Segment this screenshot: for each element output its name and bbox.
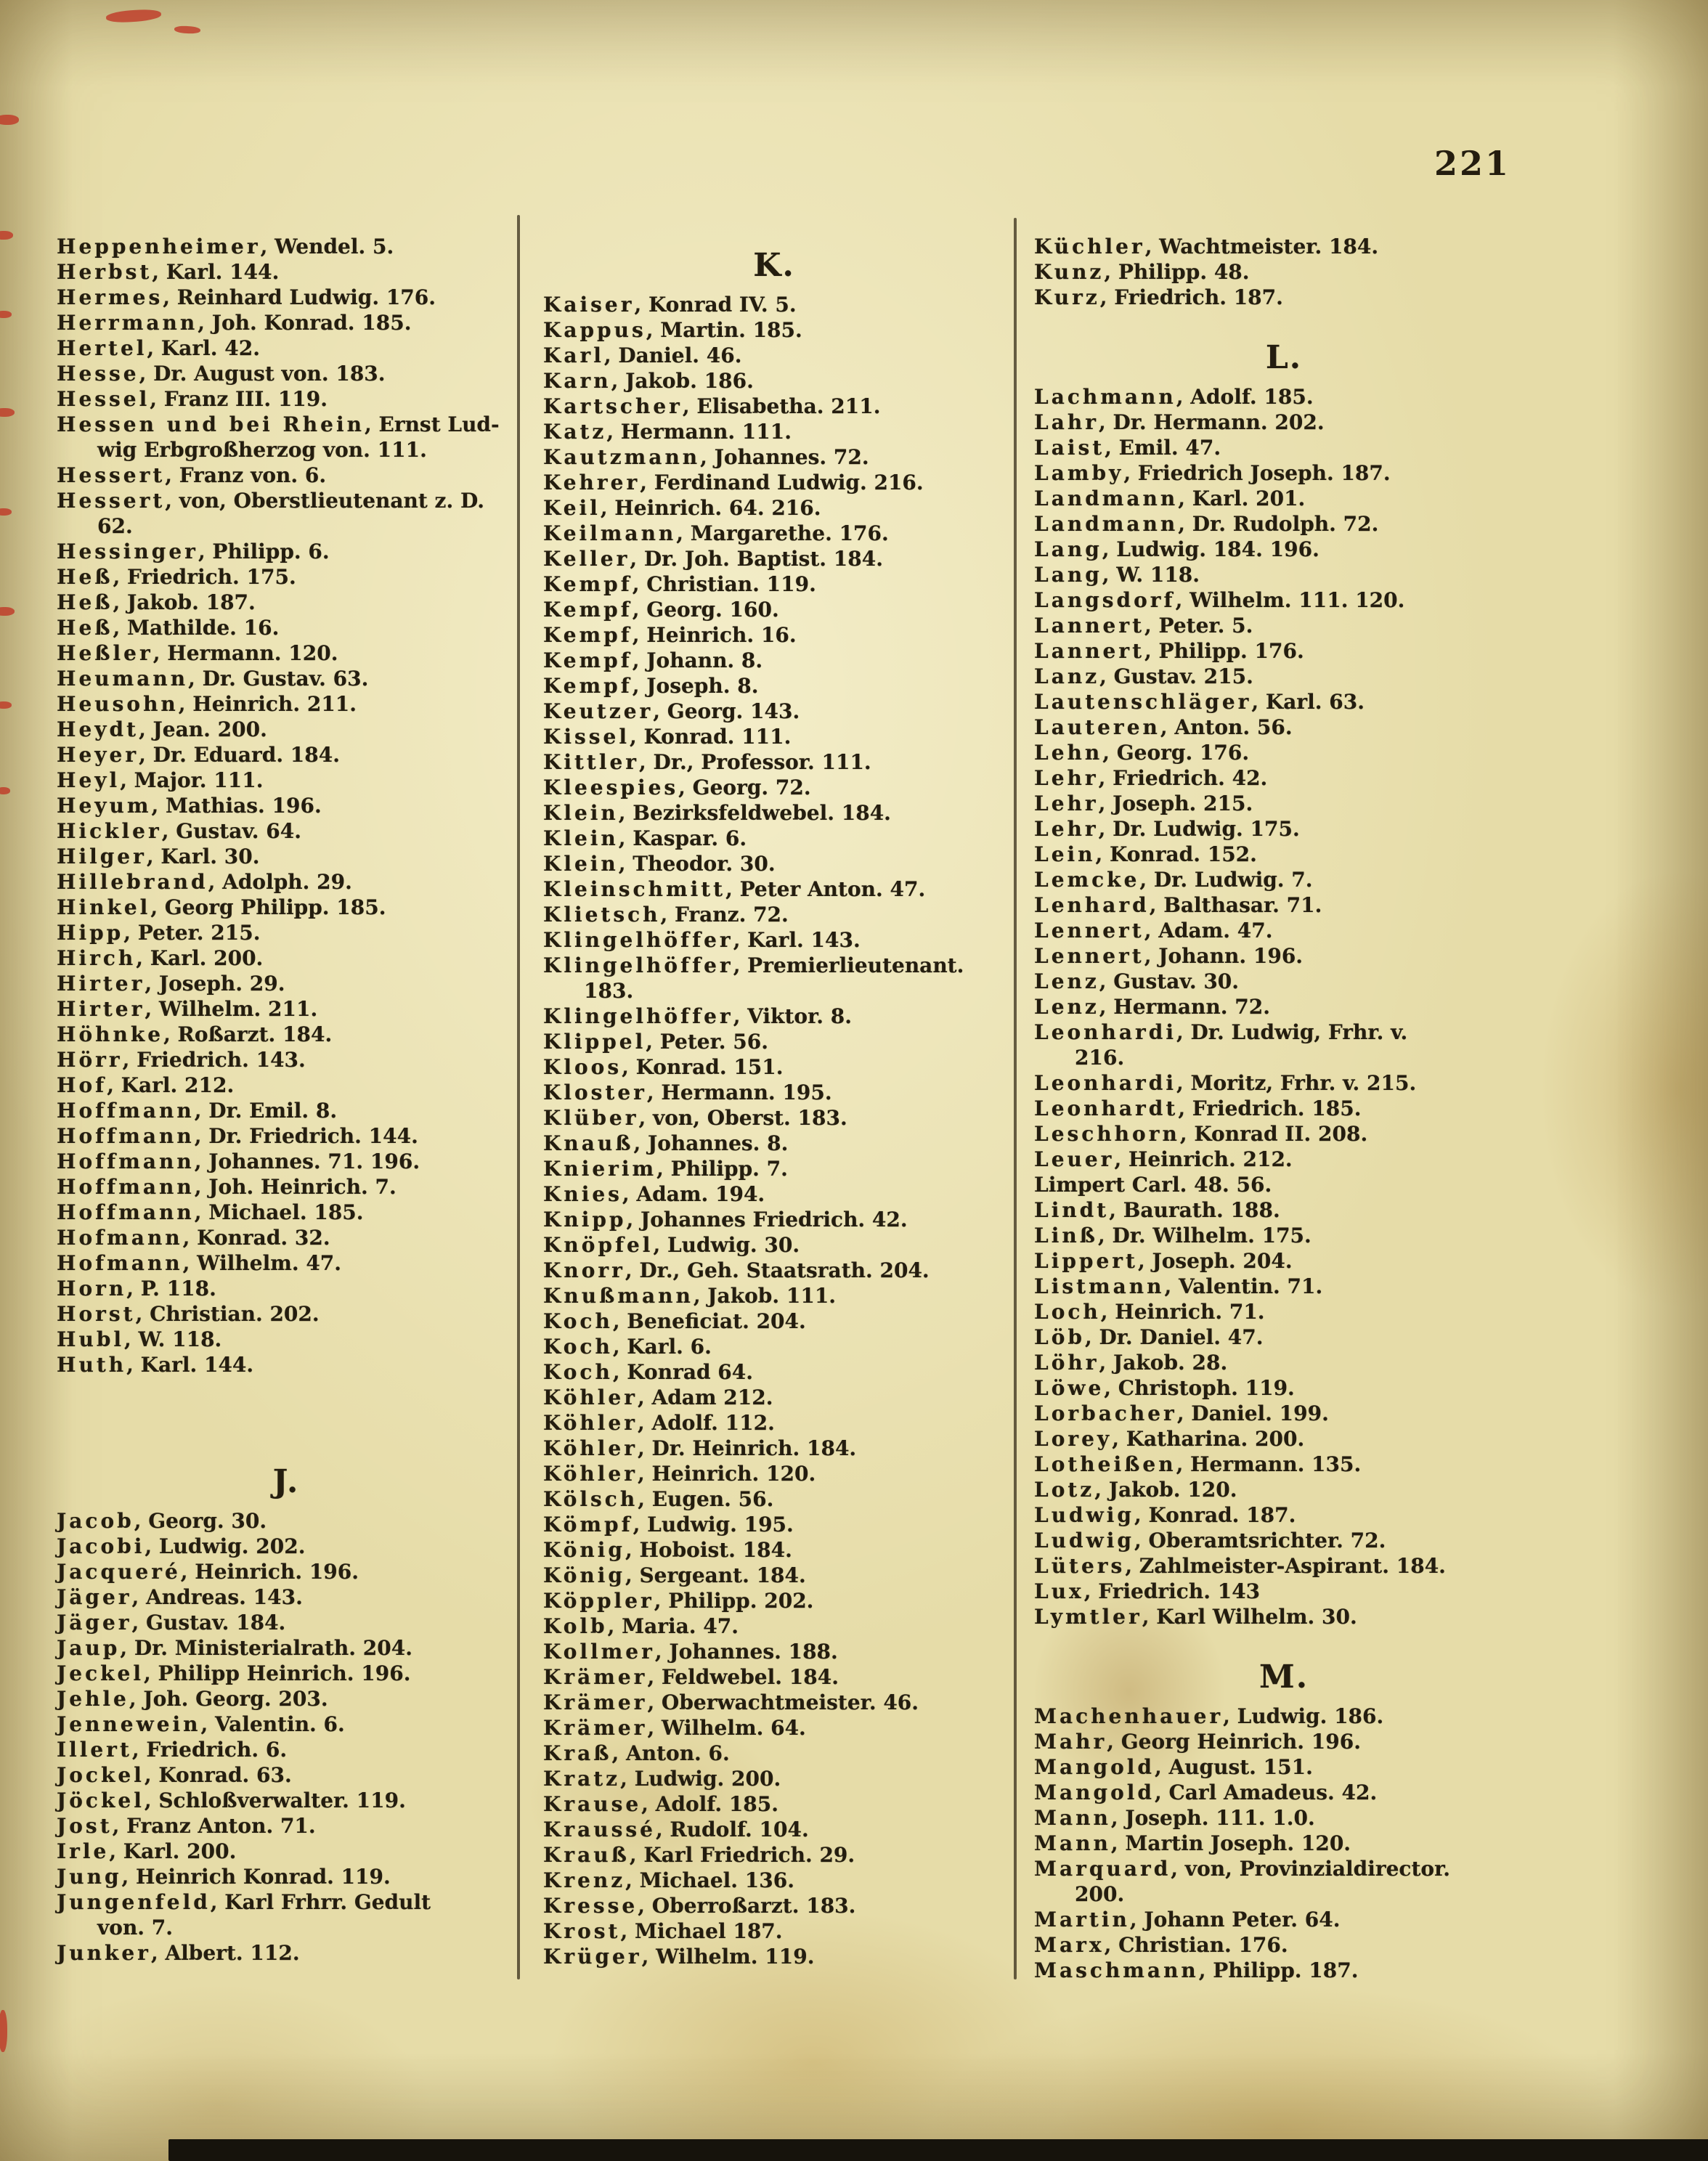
index-entry: Hörr, Friedrich. 143. <box>57 1048 306 1072</box>
red-scan-mark <box>0 607 15 616</box>
index-entry: Heppenheimer, Wendel. 5. <box>57 235 394 259</box>
section-header: K. <box>753 247 795 284</box>
index-entry: Kraussé, Rudolf. 104. <box>543 1818 809 1841</box>
index-entry: Jung, Heinrich Konrad. 119. <box>57 1865 391 1889</box>
index-entry: Koch, Karl. 6. <box>543 1335 712 1359</box>
index-entry: Leonhardi, Moritz, Frhr. v. 215. <box>1034 1071 1417 1095</box>
index-entry: Hoffmann, Dr. Emil. 8. <box>57 1099 338 1123</box>
index-entry: Knauß, Johannes. 8. <box>543 1131 789 1155</box>
index-entry: Lenz, Hermann. 72. <box>1034 995 1270 1019</box>
index-entry: Koch, Konrad 64. <box>543 1360 753 1384</box>
section-header: L. <box>1265 339 1303 376</box>
index-entry: Heß, Mathilde. 16. <box>57 616 280 640</box>
index-entry: Knöpfel, Ludwig. 30. <box>543 1233 800 1257</box>
index-entry: Keilmann, Margarethe. 176. <box>543 521 889 545</box>
index-entry: Hipp, Peter. 215. <box>57 921 261 945</box>
index-column-right <box>1034 234 1534 1983</box>
index-entry: Marquard, von, Provinzialdirector. <box>1034 1857 1451 1881</box>
index-entry: Horst, Christian. 202. <box>57 1302 320 1326</box>
red-scan-mark <box>0 311 12 318</box>
index-entry: Klippel, Peter. 56. <box>543 1030 768 1054</box>
index-entry: Lux, Friedrich. 143 <box>1034 1579 1261 1603</box>
index-entry: Ludwig, Oberamtsrichter. 72. <box>1034 1529 1386 1552</box>
index-entry: Küchler, Wachtmeister. 184. <box>1034 235 1379 259</box>
index-entry: Junker, Albert. 112. <box>57 1941 300 1965</box>
index-entry: Mahr, Georg Heinrich. 196. <box>1034 1730 1361 1754</box>
red-scan-mark <box>0 408 15 417</box>
index-entry: Lautenschläger, Karl. 63. <box>1034 690 1365 714</box>
index-entry: Maschmann, Philipp. 187. <box>1034 1958 1359 1982</box>
red-scan-mark <box>0 701 12 709</box>
index-entry: Lenz, Gustav. 30. <box>1034 969 1240 993</box>
index-entry: Klein, Kaspar. 6. <box>543 826 747 850</box>
index-entry: Hirter, Joseph. 29. <box>57 972 285 996</box>
index-entry: Lotz, Jakob. 120. <box>1034 1478 1237 1502</box>
index-entry: Knierim, Philipp. 7. <box>543 1157 788 1181</box>
index-entry: Krämer, Oberwachtmeister. 46. <box>543 1690 919 1714</box>
index-entry: Köhler, Adam 212. <box>543 1385 773 1409</box>
index-entry: Kolb, Maria. 47. <box>543 1614 739 1638</box>
index-entry: Kempf, Christian. 119. <box>543 572 816 596</box>
index-entry: Hessert, Franz von. 6. <box>57 463 327 487</box>
index-entry: Hertel, Karl. 42. <box>57 336 260 360</box>
index-entry: Lahr, Dr. Hermann. 202. <box>1034 410 1325 434</box>
index-entry: Marx, Christian. 176. <box>1034 1933 1288 1957</box>
index-entry: Mann, Joseph. 111. 1.0. <box>1034 1806 1315 1830</box>
index-entry: Hof, Karl. 212. <box>57 1073 235 1097</box>
index-entry: Huth, Karl. 144. <box>57 1353 254 1377</box>
index-entry: Lamby, Friedrich Joseph. 187. <box>1034 461 1391 485</box>
index-entry: Knies, Adam. 194. <box>543 1182 765 1206</box>
index-entry: Klein, Bezirksfeldwebel. 184. <box>543 801 891 825</box>
index-entry: Heyum, Mathias. 196. <box>57 794 322 818</box>
index-entry: Leschhorn, Konrad II. 208. <box>1034 1122 1368 1146</box>
index-entry: Illert, Friedrich. 6. <box>57 1738 288 1762</box>
index-entry: Hoffmann, Michael. 185. <box>57 1200 364 1224</box>
index-entry: Jacobi, Ludwig. 202. <box>57 1534 306 1558</box>
index-entry: Lorey, Katharina. 200. <box>1034 1427 1305 1451</box>
index-entry: Karn, Jakob. 186. <box>543 369 754 393</box>
index-entry: Loch, Heinrich. 71. <box>1034 1300 1265 1324</box>
index-entry: 200. <box>1075 1882 1125 1906</box>
index-entry: Lehr, Joseph. 215. <box>1034 791 1253 815</box>
index-entry: Hessel, Franz III. 119. <box>57 387 328 411</box>
index-entry: Lehr, Dr. Ludwig. 175. <box>1034 817 1300 841</box>
index-entry: Lennert, Johann. 196. <box>1034 944 1304 968</box>
index-entry: Kleinschmitt, Peter Anton. 47. <box>543 877 926 901</box>
index-entry: Jennewein, Valentin. 6. <box>57 1712 345 1736</box>
index-entry: Lannert, Peter. 5. <box>1034 614 1253 638</box>
index-entry: Hoffmann, Dr. Friedrich. 144. <box>57 1124 418 1148</box>
scan-artifact-bar <box>168 2139 1708 2161</box>
index-entry: Lauteren, Anton. 56. <box>1034 715 1293 739</box>
index-entry: Klietsch, Franz. 72. <box>543 903 789 927</box>
index-entry: Heyl, Major. 111. <box>57 768 264 792</box>
index-entry: Jäger, Andreas. 143. <box>57 1585 303 1609</box>
index-entry: Horn, P. 118. <box>57 1277 216 1301</box>
index-entry: Krenz, Michael. 136. <box>543 1868 794 1892</box>
index-entry: Keil, Heinrich. 64. 216. <box>543 496 821 520</box>
index-entry: Hirter, Wilhelm. 211. <box>57 997 318 1021</box>
red-scan-mark <box>0 231 13 240</box>
index-entry: Kollmer, Johannes. 188. <box>543 1640 838 1664</box>
index-entry: Lotheißen, Hermann. 135. <box>1034 1452 1362 1476</box>
index-entry: Lippert, Joseph. 204. <box>1034 1249 1293 1273</box>
index-entry: Lannert, Philipp. 176. <box>1034 639 1304 663</box>
index-entry: Hickler, Gustav. 64. <box>57 819 302 843</box>
index-entry: von. 7. <box>97 1916 174 1940</box>
index-entry: Hessen und bei Rhein, Ernst Lud- <box>57 412 500 436</box>
index-entry: Hoffmann, Johannes. 71. 196. <box>57 1149 420 1173</box>
index-entry: Leonhardi, Dr. Ludwig, Frhr. v. <box>1034 1020 1408 1044</box>
index-entry: Köppler, Philipp. 202. <box>543 1589 814 1613</box>
index-entry: Kloster, Hermann. 195. <box>543 1080 832 1104</box>
index-entry: Kempf, Joseph. 8. <box>543 674 759 698</box>
index-entry: Hinkel, Georg Philipp. 185. <box>57 895 386 919</box>
index-entry: 183. <box>584 979 634 1003</box>
index-entry: Mangold, Carl Amadeus. 42. <box>1034 1781 1378 1804</box>
index-entry: Kempf, Heinrich. 16. <box>543 623 797 647</box>
index-entry: Ludwig, Konrad. 187. <box>1034 1503 1296 1527</box>
index-entry: 216. <box>1075 1046 1125 1070</box>
index-entry: Katz, Hermann. 111. <box>543 420 792 444</box>
index-entry: Hessert, von, Oberstlieutenant z. D. <box>57 489 484 513</box>
index-entry: Lennert, Adam. 47. <box>1034 919 1273 943</box>
index-entry: Knußmann, Jakob. 111. <box>543 1284 837 1308</box>
index-entry: Kehrer, Ferdinand Ludwig. 216. <box>543 471 924 495</box>
index-entry: Krämer, Wilhelm. 64. <box>543 1716 806 1740</box>
index-entry: Kappus, Martin. 185. <box>543 318 802 342</box>
index-entry: Löb, Dr. Daniel. 47. <box>1034 1325 1264 1349</box>
index-entry: Hermes, Reinhard Ludwig. 176. <box>57 285 436 309</box>
index-entry: Kissel, Konrad. 111. <box>543 725 792 749</box>
index-entry: Köhler, Dr. Heinrich. 184. <box>543 1436 857 1460</box>
index-column-middle <box>543 218 1005 1969</box>
index-entry: Heumann, Dr. Gustav. 63. <box>57 667 369 691</box>
index-entry: Jockel, Konrad. 63. <box>57 1763 292 1787</box>
index-entry: Herrmann, Joh. Konrad. 185. <box>57 311 412 335</box>
index-entry: Klein, Theodor. 30. <box>543 852 776 876</box>
index-entry: Lenhard, Balthasar. 71. <box>1034 893 1322 917</box>
section-header: J. <box>272 1463 300 1500</box>
index-entry: Klingelhöffer, Premierlieutenant. <box>543 953 964 977</box>
index-entry: Klingelhöffer, Viktor. 8. <box>543 1004 852 1028</box>
index-entry: Jeckel, Philipp Heinrich. 196. <box>57 1661 411 1685</box>
index-entry: Kunz, Philipp. 48. <box>1034 260 1250 284</box>
index-entry: Landmann, Karl. 201. <box>1034 487 1306 510</box>
index-entry: Kraß, Anton. 6. <box>543 1741 730 1765</box>
red-scan-mark <box>0 787 10 794</box>
index-entry: Kurz, Friedrich. 187. <box>1034 285 1283 309</box>
index-entry: Jungenfeld, Karl Frhrr. Gedult <box>57 1890 431 1914</box>
index-entry: Lanz, Gustav. 215. <box>1034 664 1253 688</box>
index-entry: Klüber, von, Oberst. 183. <box>543 1106 847 1130</box>
index-entry: Machenhauer, Ludwig. 186. <box>1034 1704 1384 1728</box>
index-entry: Irle, Karl. 200. <box>57 1839 237 1863</box>
index-entry: Linß, Dr. Wilhelm. 175. <box>1034 1224 1312 1248</box>
index-entry: Laist, Emil. 47. <box>1034 436 1221 460</box>
index-entry: Klingelhöffer, Karl. 143. <box>543 928 861 952</box>
index-entry: Heyer, Dr. Eduard. 184. <box>57 743 341 767</box>
red-scan-mark <box>106 8 162 23</box>
index-entry: Lehn, Georg. 176. <box>1034 741 1250 765</box>
index-entry: Lindt, Baurath. 188. <box>1034 1198 1280 1222</box>
red-scan-mark <box>0 115 19 125</box>
index-entry: Jost, Franz Anton. 71. <box>57 1814 316 1838</box>
index-entry: Keller, Dr. Joh. Baptist. 184. <box>543 547 883 571</box>
page-number: 221 <box>1434 144 1510 183</box>
index-entry: Heusohn, Heinrich. 211. <box>57 692 357 716</box>
index-entry: Jehle, Joh. Georg. 203. <box>57 1687 328 1711</box>
index-entry: Mann, Martin Joseph. 120. <box>1034 1831 1351 1855</box>
index-entry: Jäger, Gustav. 184. <box>57 1611 286 1635</box>
index-column-left <box>57 234 516 1966</box>
index-entry: Heß, Jakob. 187. <box>57 590 256 614</box>
index-entry: Jacob, Georg. 30. <box>57 1509 267 1533</box>
index-entry: Hessinger, Philipp. 6. <box>57 540 330 563</box>
index-entry: wig Erbgroßherzog von. 111. <box>97 438 427 462</box>
index-entry: Kratz, Ludwig. 200. <box>543 1767 781 1791</box>
index-entry: Landmann, Dr. Rudolph. 72. <box>1034 512 1379 536</box>
index-entry: Jacqueré, Heinrich. 196. <box>57 1560 359 1584</box>
red-scan-mark <box>174 25 200 34</box>
index-entry: Kautzmann, Johannes. 72. <box>543 445 869 469</box>
index-entry: Heß, Friedrich. 175. <box>57 565 296 589</box>
index-entry: Kempf, Georg. 160. <box>543 598 779 622</box>
index-entry: Herbst, Karl. 144. <box>57 260 280 284</box>
index-entry: Kölsch, Eugen. 56. <box>543 1487 774 1511</box>
index-entry: Hilger, Karl. 30. <box>57 845 260 868</box>
index-entry: Krämer, Feldwebel. 184. <box>543 1665 839 1689</box>
index-entry: Jöckel, Schloßverwalter. 119. <box>57 1788 406 1812</box>
index-entry: Hirch, Karl. 200. <box>57 946 264 970</box>
index-entry: Hofmann, Wilhelm. 47. <box>57 1251 342 1275</box>
index-entry: Kempf, Johann. 8. <box>543 648 763 672</box>
index-entry: Hesse, Dr. August von. 183. <box>57 362 386 386</box>
index-entry: Lein, Konrad. 152. <box>1034 842 1257 866</box>
index-entry: Mangold, August. 151. <box>1034 1755 1313 1779</box>
section-header: M. <box>1258 1659 1309 1696</box>
index-entry: Höhnke, Roßarzt. 184. <box>57 1022 333 1046</box>
index-entry: Koch, Beneficiat. 204. <box>543 1309 806 1333</box>
index-entry: Löhr, Jakob. 28. <box>1034 1351 1228 1375</box>
index-entry: Knipp, Johannes Friedrich. 42. <box>543 1208 908 1232</box>
index-entry: Köhler, Adolf. 112. <box>543 1411 775 1435</box>
index-entry: 62. <box>97 514 133 538</box>
red-scan-mark <box>0 508 12 516</box>
index-entry: Krauß, Karl Friedrich. 29. <box>543 1843 855 1867</box>
index-entry: Kaiser, Konrad IV. 5. <box>543 293 797 317</box>
index-entry: Lachmann, Adolf. 185. <box>1034 385 1314 409</box>
index-entry: Knorr, Dr., Geh. Staatsrath. 204. <box>543 1258 930 1282</box>
index-entry: König, Sergeant. 184. <box>543 1563 806 1587</box>
index-entry: Kartscher, Elisabetha. 211. <box>543 394 881 418</box>
index-entry: Martin, Johann Peter. 64. <box>1034 1908 1341 1932</box>
index-entry: Köhler, Heinrich. 120. <box>543 1462 816 1486</box>
index-entry: Hubl, W. 118. <box>57 1327 222 1351</box>
index-entry: Karl, Daniel. 46. <box>543 343 742 367</box>
index-entry: Kömpf, Ludwig. 195. <box>543 1513 794 1537</box>
index-entry: Lang, W. 118. <box>1034 563 1200 587</box>
index-entry: Hillebrand, Adolph. 29. <box>57 870 352 894</box>
index-entry: Leonhardt, Friedrich. 185. <box>1034 1096 1362 1120</box>
index-entry: Leuer, Heinrich. 212. <box>1034 1147 1293 1171</box>
index-entry: Lang, Ludwig. 184. 196. <box>1034 537 1319 561</box>
column-divider-right <box>1014 218 1017 1979</box>
column-divider-left <box>517 215 520 1979</box>
index-entry: Lehr, Friedrich. 42. <box>1034 766 1268 790</box>
index-entry: Limpert Carl. 48. 56. <box>1034 1173 1272 1197</box>
index-entry: Lemcke, Dr. Ludwig. 7. <box>1034 868 1313 892</box>
red-scan-mark <box>0 2010 7 2052</box>
index-entry: Löwe, Christoph. 119. <box>1034 1376 1295 1400</box>
index-entry: Jaup, Dr. Ministerialrath. 204. <box>57 1636 412 1660</box>
index-entry: Lüters, Zahlmeister-Aspirant. 184. <box>1034 1554 1446 1578</box>
index-entry: Krüger, Wilhelm. 119. <box>543 1945 815 1969</box>
index-entry: Hoffmann, Joh. Heinrich. 7. <box>57 1175 396 1199</box>
index-entry: Kittler, Dr., Professor. 111. <box>543 750 871 774</box>
index-entry: Heßler, Hermann. 120. <box>57 641 338 665</box>
index-entry: König, Hoboist. 184. <box>543 1538 792 1562</box>
index-entry: Heydt, Jean. 200. <box>57 717 267 741</box>
index-entry: Krost, Michael 187. <box>543 1919 783 1943</box>
index-entry: Krause, Adolf. 185. <box>543 1792 779 1816</box>
index-entry: Langsdorf, Wilhelm. 111. 120. <box>1034 588 1405 612</box>
index-entry: Kloos, Konrad. 151. <box>543 1055 784 1079</box>
index-entry: Lorbacher, Daniel. 199. <box>1034 1401 1329 1425</box>
index-entry: Keutzer, Georg. 143. <box>543 699 800 723</box>
index-entry: Kresse, Oberroßarzt. 183. <box>543 1894 856 1918</box>
index-entry: Kleespies, Georg. 72. <box>543 776 811 799</box>
index-entry: Lymtler, Karl Wilhelm. 30. <box>1034 1605 1357 1629</box>
index-entry: Listmann, Valentin. 71. <box>1034 1274 1323 1298</box>
index-entry: Hofmann, Konrad. 32. <box>57 1226 330 1250</box>
